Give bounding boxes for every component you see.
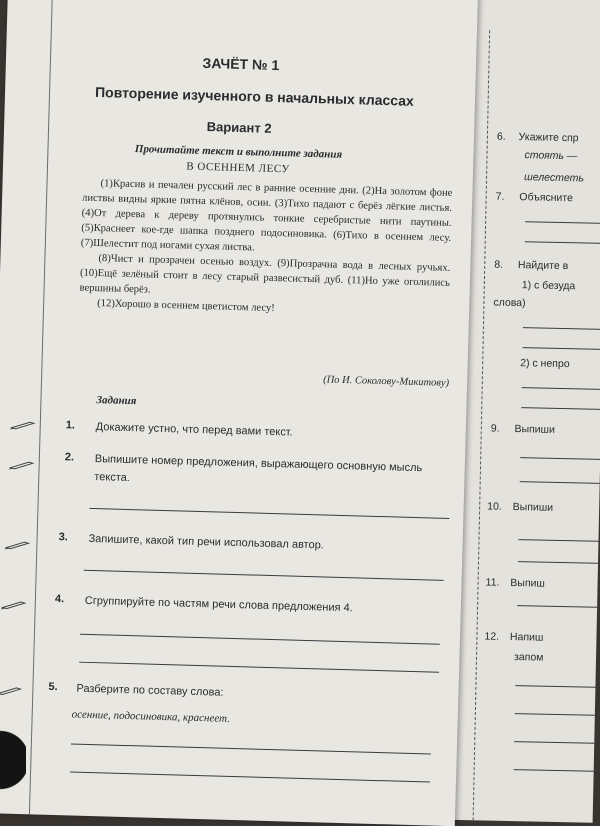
item-text: Найдите в [517, 259, 569, 273]
right-extra: слова) [493, 296, 526, 310]
right-item-7 [496, 191, 573, 205]
item-num: 9. [490, 422, 500, 435]
right-item-8 [494, 259, 568, 273]
item-num: 6. [496, 130, 506, 143]
task-text: Сгруппируйте по частям речи слова предложения 4. [84, 594, 353, 615]
answer-line[interactable] [518, 539, 598, 542]
answer-line[interactable] [79, 662, 439, 673]
answer-line[interactable] [521, 407, 600, 410]
paragraph: (8)Чист и прозрачен осенью воздух. (9)Прозрачна вода в лесных ручьях. (10)Ещё зелёный стоит в лесу старый развесистый дуб. (11)Но уже оголились вершины берёз. [79, 253, 451, 296]
answer-line[interactable] [84, 570, 444, 581]
answer-line[interactable] [70, 771, 430, 782]
task-text: Выпишите номер предложения, выражающего основную мысль текста. [94, 453, 423, 485]
answer-line[interactable] [515, 685, 595, 688]
task-num: 4. [54, 592, 65, 606]
right-extra: стоять — [524, 149, 578, 163]
item-num: 10. [487, 500, 502, 513]
task-num: 5. [48, 680, 58, 694]
author-credit: (По И. Соколову-Микитову) [322, 374, 450, 389]
answer-line[interactable] [522, 387, 600, 390]
right-extra: 2) с непро [520, 357, 570, 371]
answer-line[interactable] [525, 241, 600, 244]
thumb-shadow [0, 720, 26, 800]
task-num: 1. [65, 419, 76, 432]
item-text: Выпиши [512, 501, 554, 514]
answer-line[interactable] [517, 605, 597, 608]
answer-line[interactable] [525, 221, 600, 224]
pencil-icon [1, 599, 27, 610]
task-text: Докажите устно, что перед вами текст. [95, 421, 293, 439]
right-item-9 [491, 423, 555, 436]
dashed-margin [473, 30, 491, 820]
item-text: Выпиши [514, 423, 556, 436]
answer-line[interactable] [514, 741, 594, 744]
instruction: Прочитайте текст и выполните задания [134, 143, 343, 161]
right-page [453, 0, 600, 823]
pencil-icon [0, 685, 22, 696]
answer-line[interactable] [71, 743, 431, 754]
right-item-6 [497, 131, 579, 145]
paragraph: (12)Хорошо в осеннем цветистом лесу! [97, 298, 275, 315]
answer-line[interactable] [80, 634, 440, 645]
right-extra: 1) с безуда [521, 279, 576, 293]
story-text [79, 176, 453, 321]
item-num: 8. [494, 258, 504, 271]
task-num: 3. [58, 531, 69, 544]
item-text: Выпиш [510, 576, 545, 590]
right-extra: шелестеть [523, 171, 585, 185]
answer-line[interactable] [514, 769, 594, 772]
task-text: Запишите, какой тип речи использовал автор. [88, 532, 325, 552]
item-text: Укажите спр [518, 131, 579, 145]
right-item-11 [485, 576, 545, 589]
answer-line[interactable] [89, 508, 449, 519]
page-title: ЗАЧЁТ № 1 [202, 54, 280, 74]
task-num: 2. [64, 451, 75, 464]
right-extra: запом [513, 651, 544, 664]
right-item-12 [484, 630, 543, 643]
answer-line[interactable] [523, 327, 600, 330]
pencil-icon [9, 460, 35, 471]
item-num: 11. [485, 576, 500, 589]
item-text: Объясните [519, 191, 574, 205]
answer-line[interactable] [520, 457, 600, 460]
pencil-icon [10, 420, 36, 431]
task-text: Разберите по составу слова: [76, 682, 224, 699]
page-subtitle: Повторение изученного в начальных классах [94, 83, 415, 109]
variant-label: Вариант 2 [206, 119, 272, 136]
item-num: 7. [495, 190, 505, 203]
item-num: 12. [484, 630, 500, 643]
task-words: осенние, подосиновика, краснеет. [71, 708, 231, 725]
paragraph: (1)Красив и печален русский лес в ранние осенние дни. (2)На золотом фоне листвы видны яркие пятна клёнов, осин. (3)Тихо падают с берёз лёгкие листья. (4)От дерева к дереву протянулись тонкие серебристые нити паутины. (5)Краснеет кое-где шапка позднего подосиновика. (6)Тихо в осеннем лесу. (7)Шелестит под ногами сухая листва. [80, 178, 453, 254]
right-item-10 [487, 500, 553, 513]
answer-line[interactable] [515, 713, 595, 716]
item-text: Напиш [509, 630, 544, 644]
answer-line[interactable] [520, 481, 600, 484]
story-title: В ОСЕННЕМ ЛЕСУ [186, 160, 290, 176]
pencil-icon [4, 540, 30, 551]
answer-line[interactable] [518, 561, 598, 564]
answer-line[interactable] [523, 347, 600, 350]
tasks-heading: Задания [96, 394, 137, 408]
